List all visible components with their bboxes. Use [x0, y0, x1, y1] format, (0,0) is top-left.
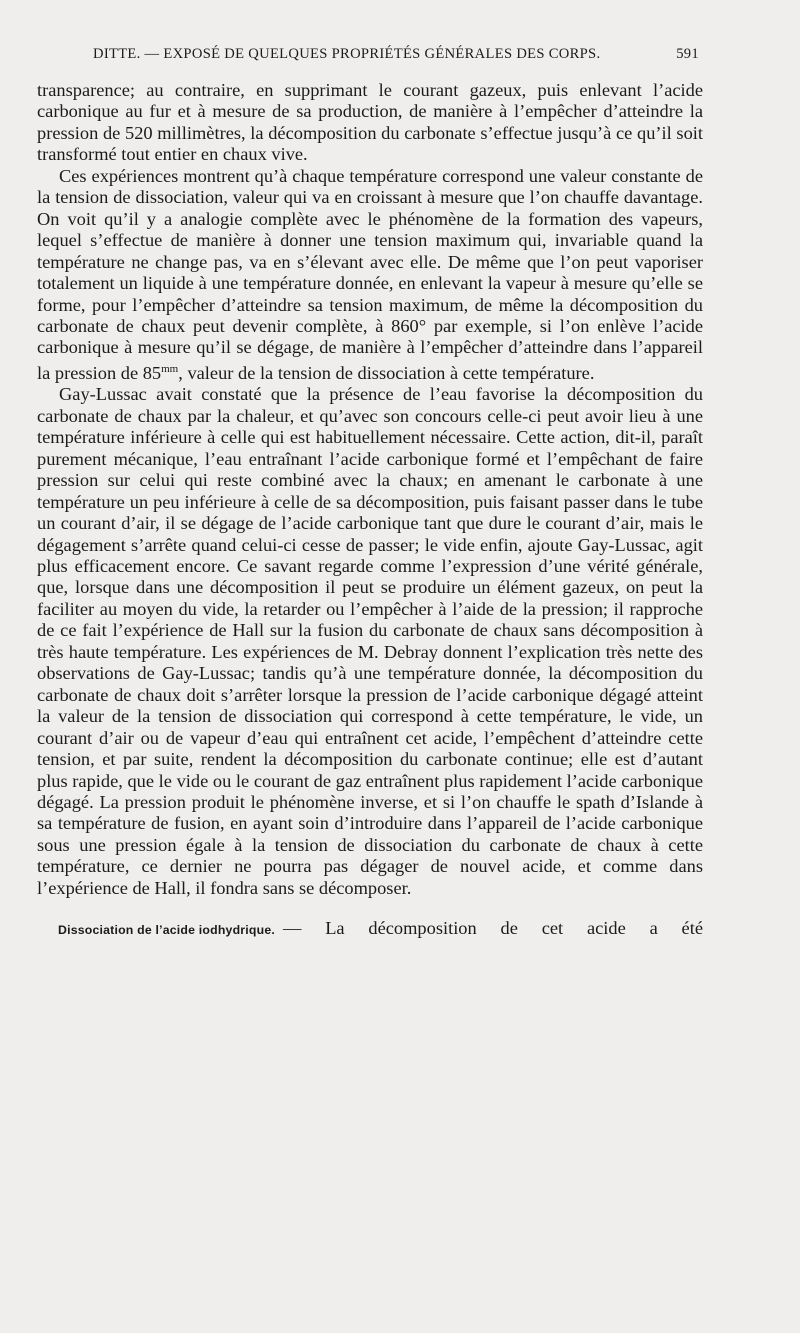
- section-text: — La décomposition de cet acide a été: [282, 918, 703, 939]
- paragraph-1: transparence; au contraire, en supprimant le courant gazeux, puis enlevant l’acide carbonique au fur et à mesure de sa production, de manière à l’empêcher d’atteindre la pression de 520 millimètres, la décomposition du carbonate s’effectue jusqu’à ce qu’il soit transformé tout entier en chaux vive.: [37, 80, 703, 165]
- book-page: [37, 46, 703, 941]
- page-number: 591: [676, 46, 699, 62]
- running-header: [37, 46, 703, 78]
- paragraph-2-text: Ces expériences montrent qu’à chaque température correspond une valeur constante de la tension de dissociation, valeur qui va en croissant à mesure que l’on chauffe davantage. On voit qu’il y a analogie complète avec le phénomène de la formation des vapeurs, lequel s’effectue de manière à donner une tension maximum qui, invariable quand la température ne change pas, va en s’élevant avec elle. De même que l’on peut vaporiser totalement un liquide à une température donnée, en enlevant la vapeur à mesure qu’elle se forme, pour l’empêcher d’atteindre sa tension maximum, de même la décomposition du carbonate de chaux peut devenir complète, à 860° par exemple, si l’on enlève l’acide carbonique à mesure qu’il se dégage, de manière à l’empêcher d’atteindre dans l’appareil la pression de 85: [37, 165, 703, 383]
- paragraph-2: [37, 166, 703, 385]
- running-title: DITTE. — EXPOSÉ DE QUELQUES PROPRIÉTÉS GÉNÉRALES DES CORPS.: [93, 46, 601, 62]
- paragraph-2-text-end: , valeur de la tension de dissociation à cette température.: [178, 362, 595, 383]
- body-text: [37, 80, 703, 899]
- unit-superscript: mm: [161, 362, 179, 375]
- paragraph-3: Gay-Lussac avait constaté que la présence de l’eau favorise la décomposition du carbonate de chaux par la chaleur, et qu’avec son concours celle-ci peut avoir lieu à une température inférieure à celle qui est habituellement nécessaire. Cette action, dit-il, paraît purement mécanique, l’eau entraînant l’acide carbonique formé et l’empêchant de faire pression sur celui qui reste combiné avec la chaux; en amenant le carbonate à une température un peu inférieure à celle de sa décomposition, puis faisant passer dans le tube un courant d’air, il se dégage de l’acide carbonique tant que dure le courant d’air, mais le dégagement s’arrête quand celui-ci cesse de passer; le vide enfin, ajoute Gay-Lussac, agit plus efficacement encore. Ce savant regarde comme l’expression d’une vérité générale, que, lorsque dans une décomposition il peut se produire un élément gazeux, on peut la faciliter au moyen du vide, la retarder ou l’empêcher à l’aide de la pression; il rapproche de ce fait l’expérience de Hall sur la fusion du carbonate de chaux sans décomposition à très haute température. Les expériences de M. Debray donnent l’explication très nette des observations de Gay-Lussac; tandis qu’à une température donnée, la décomposition du carbonate de chaux doit s’arrêter lorsque la pression de l’acide carbonique dégagé atteint la valeur de la tension de dissociation qui correspond à cette température, le vide, un courant d’air ou de vapeur d’eau qui entraînent cet acide, l’empêchent d’atteindre cette tension, et par suite, rendent la décomposition du carbonate continue; elle est d’autant plus rapide, que le vide ou le courant de gaz entraînent plus rapidement l’acide carbonique dégagé. La pression produit le phénomène inverse, et si l’on chauffe le spath d’Islande à sa température de fusion, en ayant soin d’introduire dans l’appareil de l’acide carbonique sous une pression égale à la tension de dissociation du carbonate de chaux à cette température, ce dernier ne pourra pas dégager de nouvel acide, et comme dans l’expérience de Hall, il fondra sans se décomposer.: [37, 384, 703, 898]
- section-start: [37, 917, 703, 941]
- section-heading: Dissociation de l’acide iodhydrique.: [58, 923, 275, 938]
